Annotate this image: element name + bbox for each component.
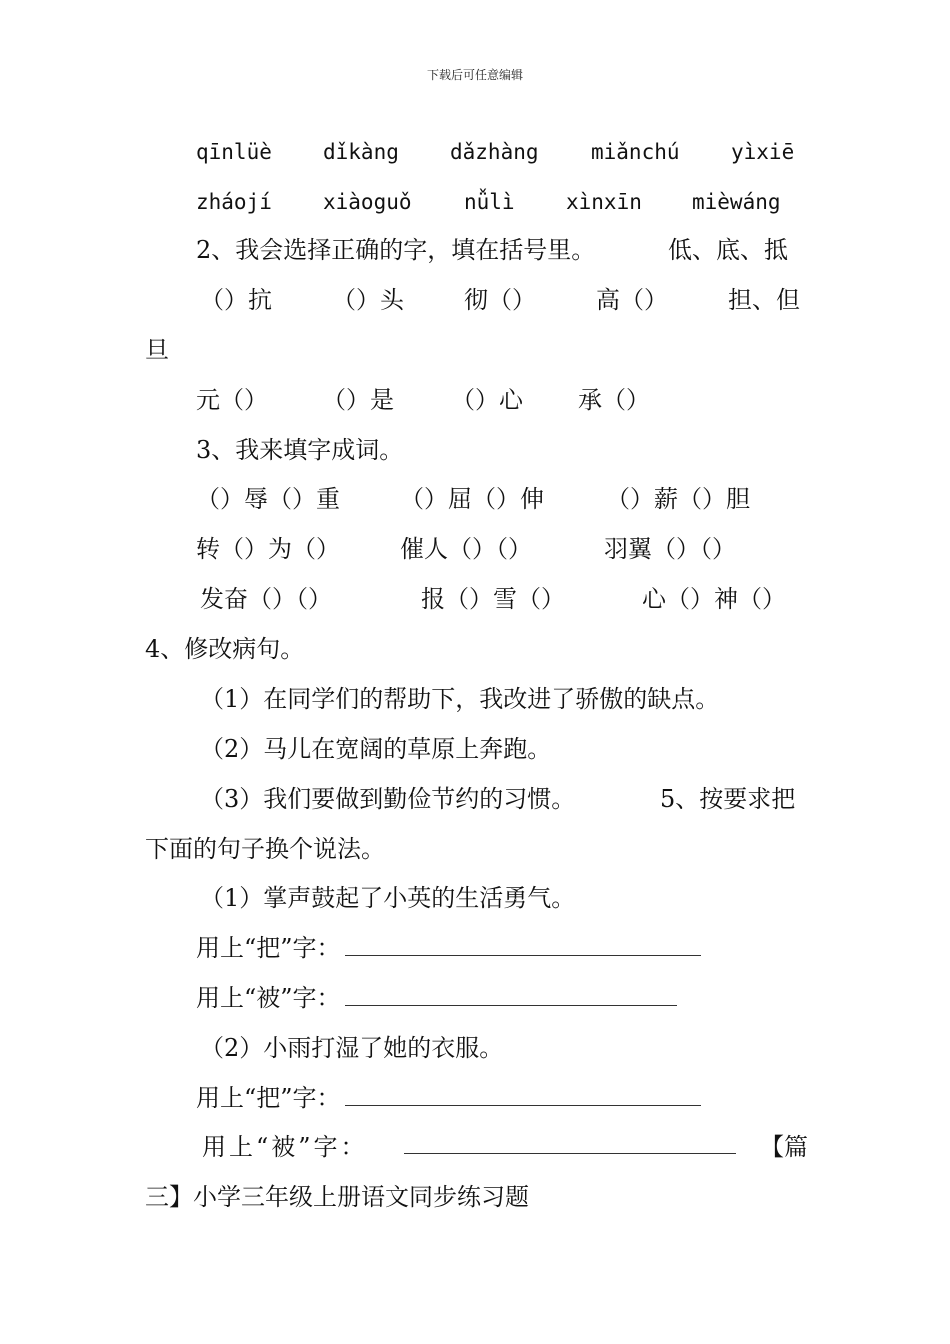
q2-item: 承（） [578,386,650,414]
answer-blank[interactable] [404,1133,736,1154]
q2-item: （）心 [451,386,523,414]
pinyin-item: zháojí [196,190,272,214]
q5-sentence-1: （1）掌声鼓起了小英的生活勇气。 [200,884,576,912]
q5-prompt-ba: 用上“把”字： [196,934,341,962]
pinyin-item: miǎnchú [591,140,680,164]
q2-char-group-2: 担、但 [728,286,800,314]
answer-blank[interactable] [345,1085,701,1106]
pinyin-item: dǐkàng [323,140,399,164]
q2-char-group-2-wrap: 旦 [145,336,169,364]
q4-sentence-3: （3）我们要做到勤俭节约的习惯。 [200,785,576,813]
q3-item: 转（）为（） [196,535,340,563]
page-header: 下载后可任意编辑 [426,68,523,82]
q5-prompt-bei: 用上“被”字： [196,984,341,1012]
q3-item: 羽翼（）（） [604,535,736,563]
q3-item: （）薪（）胆 [606,485,750,513]
q3-item: 发奋（）（） [200,585,332,613]
q5-title-wrap: 下面的句子换个说法。 [145,835,385,863]
q5-prompt-ba: 用上“把”字： [196,1084,341,1112]
q3-item: 心（）神（） [642,585,786,613]
q2-char-group-1: 低、底、抵 [668,236,788,264]
q5-s1-ba-line [196,934,701,962]
next-section-heading-wrap: 三】小学三年级上册语文同步练习题 [145,1183,529,1211]
q2-item: 高（） [596,286,668,314]
answer-blank[interactable] [345,985,677,1006]
q5-s2-ba-line [196,1084,701,1112]
pinyin-item: xiàoguǒ [323,190,412,214]
q5-s1-bei-line [196,984,677,1012]
q2-item: 元（） [196,386,268,414]
pinyin-item: yìxiē [731,140,795,164]
q3-title: 3、我来填字成词。 [196,436,404,464]
q2-item: （）头 [332,286,404,314]
q3-item: （）辱（）重 [196,485,340,513]
q2-title: 2、我会选择正确的字，填在括号里。 [196,236,596,264]
answer-blank[interactable] [345,935,701,956]
q3-item: 催人（）（） [400,535,532,563]
q5-title: 5、按要求把 [660,785,796,813]
pinyin-item: mièwáng [692,190,781,214]
pinyin-item: nǚlì [464,190,515,214]
q3-item: 报（）雪（） [421,585,565,613]
q4-sentence-1: （1）在同学们的帮助下，我改进了骄傲的缺点。 [200,685,720,713]
q2-item: 彻（） [464,286,536,314]
q4-sentence-2: （2）马儿在宽阔的草原上奔跑。 [200,735,552,763]
pinyin-item: dǎzhàng [450,140,539,164]
pinyin-item: xìnxīn [566,190,642,214]
q4-title: 4、修改病句。 [145,635,305,663]
q5-sentence-2: （2）小雨打湿了她的衣服。 [200,1034,504,1062]
next-section-heading: 【篇 [760,1133,808,1161]
q2-item: （）抗 [200,286,272,314]
pinyin-item: qīnlüè [196,140,272,164]
q5-prompt-bei: 用上“被”字： [202,1133,368,1161]
q2-item: （）是 [322,386,394,414]
q3-item: （）屈（）伸 [400,485,544,513]
